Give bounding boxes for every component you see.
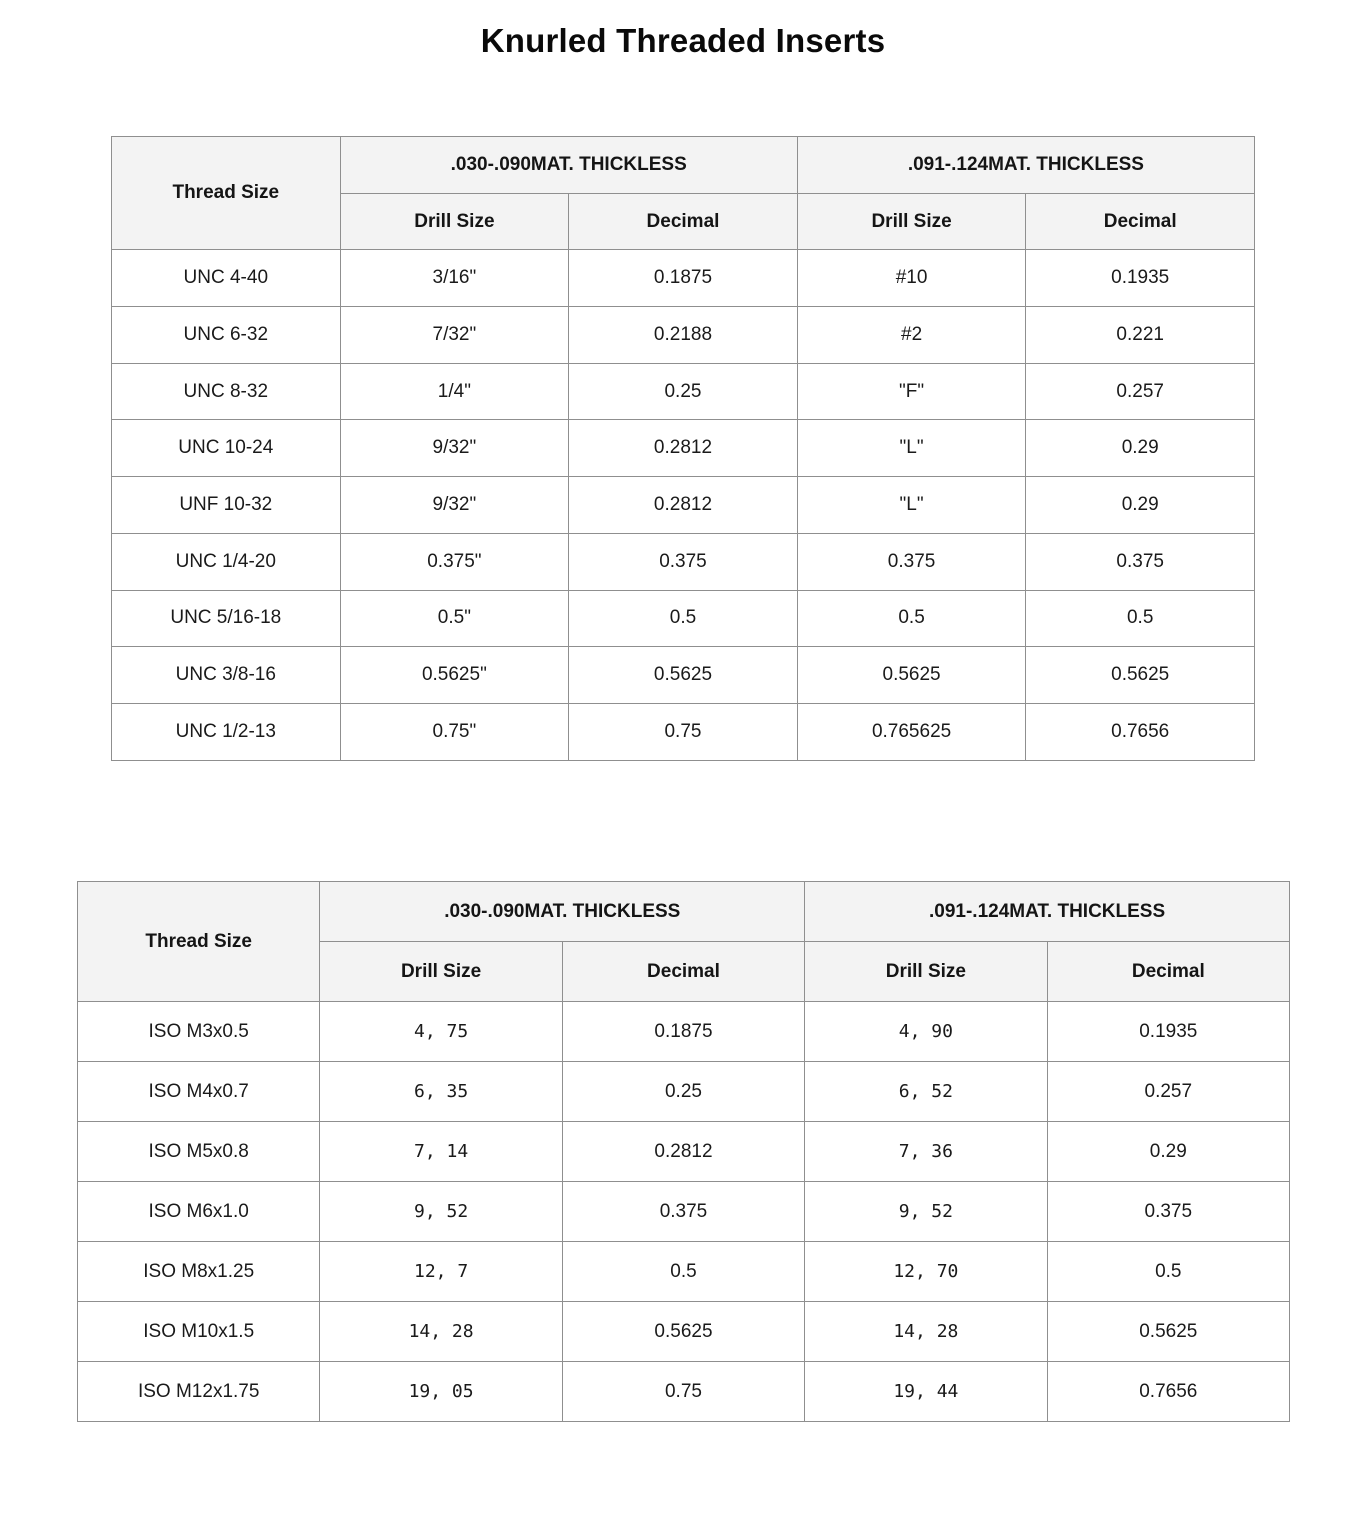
cell-thread-size: UNC 1/2-13 [112,703,341,760]
cell-decimal-091-124: 0.5 [1026,590,1255,647]
cell-decimal-091-124: 0.29 [1026,420,1255,477]
table-row [112,363,1255,420]
cell-drill-size-091-124: 0.375 [797,533,1026,590]
cell-decimal-030-090: 0.1875 [569,250,798,307]
cell-thread-size: ISO M12x1.75 [78,1362,320,1422]
cell-drill-size-030-090: 0.75" [340,703,569,760]
cell-drill-size-030-090: 9/32" [340,477,569,534]
cell-decimal-030-090: 0.2812 [569,477,798,534]
cell-decimal-091-124: 0.375 [1047,1182,1289,1242]
cell-decimal-091-124: 0.5 [1047,1242,1289,1302]
cell-decimal-091-124: 0.1935 [1047,1002,1289,1062]
header-group-030-090: .030-.090MAT. THICKLESS [320,882,805,942]
cell-thread-size: UNC 3/8-16 [112,647,341,704]
header-group-091-124: .091-.124MAT. THICKLESS [805,882,1290,942]
cell-drill-size-030-090: 12, 7 [320,1242,562,1302]
cell-drill-size-030-090: 3/16" [340,250,569,307]
cell-drill-size-030-090: 9/32" [340,420,569,477]
cell-decimal-030-090: 0.25 [569,363,798,420]
cell-drill-size-030-090: 4, 75 [320,1002,562,1062]
cell-decimal-091-124: 0.7656 [1026,703,1255,760]
header-drill-size-2: Drill Size [805,942,1047,1002]
cell-thread-size: UNC 8-32 [112,363,341,420]
cell-decimal-030-090: 0.1875 [562,1002,804,1062]
cell-decimal-030-090: 0.75 [569,703,798,760]
cell-decimal-091-124: 0.257 [1047,1062,1289,1122]
cell-decimal-030-090: 0.375 [569,533,798,590]
cell-drill-size-030-090: 0.5" [340,590,569,647]
cell-thread-size: UNF 10-32 [112,477,341,534]
cell-decimal-091-124: 0.375 [1026,533,1255,590]
cell-thread-size: UNC 1/4-20 [112,533,341,590]
table-row [112,477,1255,534]
cell-decimal-030-090: 0.2188 [569,307,798,364]
cell-thread-size: ISO M5x0.8 [78,1122,320,1182]
header-drill-size-1: Drill Size [340,193,569,250]
cell-decimal-030-090: 0.5625 [569,647,798,704]
table-body [112,250,1255,760]
table-row [78,1122,1290,1182]
cell-decimal-091-124: 0.5625 [1026,647,1255,704]
cell-decimal-030-090: 0.25 [562,1062,804,1122]
iso-drill-size-table [77,881,1290,1422]
cell-thread-size: UNC 4-40 [112,250,341,307]
cell-decimal-091-124: 0.29 [1047,1122,1289,1182]
table-row [112,590,1255,647]
cell-drill-size-091-124: "L" [797,477,1026,534]
cell-drill-size-091-124: #10 [797,250,1026,307]
cell-decimal-091-124: 0.5625 [1047,1302,1289,1362]
table-row [78,1182,1290,1242]
table-body [78,1002,1290,1422]
cell-drill-size-091-124: 19, 44 [805,1362,1047,1422]
cell-decimal-030-090: 0.5 [562,1242,804,1302]
cell-drill-size-091-124: 14, 28 [805,1302,1047,1362]
cell-decimal-030-090: 0.375 [562,1182,804,1242]
cell-drill-size-091-124: 12, 70 [805,1242,1047,1302]
table-row [112,647,1255,704]
cell-drill-size-030-090: 7/32" [340,307,569,364]
header-decimal-1: Decimal [569,193,798,250]
cell-drill-size-091-124: 6, 52 [805,1062,1047,1122]
cell-decimal-030-090: 0.2812 [569,420,798,477]
cell-drill-size-091-124: 4, 90 [805,1002,1047,1062]
table-row [78,1302,1290,1362]
cell-drill-size-091-124: "L" [797,420,1026,477]
cell-drill-size-030-090: 0.375" [340,533,569,590]
table-row [112,703,1255,760]
cell-thread-size: UNC 5/16-18 [112,590,341,647]
header-thread-size: Thread Size [112,137,341,250]
header-drill-size-2: Drill Size [797,193,1026,250]
cell-decimal-030-090: 0.75 [562,1362,804,1422]
cell-thread-size: ISO M10x1.5 [78,1302,320,1362]
cell-drill-size-030-090: 19, 05 [320,1362,562,1422]
table-row [78,1002,1290,1062]
header-drill-size-1: Drill Size [320,942,562,1002]
cell-drill-size-030-090: 7, 14 [320,1122,562,1182]
header-group-091-124: .091-.124MAT. THICKLESS [797,137,1254,194]
cell-decimal-030-090: 0.2812 [562,1122,804,1182]
cell-drill-size-030-090: 14, 28 [320,1302,562,1362]
header-group-030-090: .030-.090MAT. THICKLESS [340,137,797,194]
cell-thread-size: ISO M4x0.7 [78,1062,320,1122]
cell-decimal-030-090: 0.5 [569,590,798,647]
cell-thread-size: ISO M6x1.0 [78,1182,320,1242]
table-row [112,250,1255,307]
cell-drill-size-091-124: 0.5 [797,590,1026,647]
table-row [112,307,1255,364]
header-decimal-2: Decimal [1026,193,1255,250]
table-row [78,1362,1290,1422]
header-decimal-1: Decimal [562,942,804,1002]
cell-drill-size-030-090: 6, 35 [320,1062,562,1122]
cell-thread-size: UNC 6-32 [112,307,341,364]
cell-thread-size: ISO M8x1.25 [78,1242,320,1302]
cell-drill-size-030-090: 9, 52 [320,1182,562,1242]
cell-decimal-091-124: 0.221 [1026,307,1255,364]
cell-drill-size-091-124: 0.5625 [797,647,1026,704]
unc-drill-size-table [111,136,1255,761]
cell-drill-size-030-090: 1/4" [340,363,569,420]
page-title: Knurled Threaded Inserts [480,22,886,59]
cell-drill-size-091-124: 0.765625 [797,703,1026,760]
header-thread-size: Thread Size [78,882,320,1002]
cell-drill-size-091-124: 9, 52 [805,1182,1047,1242]
table-row [112,420,1255,477]
header-decimal-2: Decimal [1047,942,1289,1002]
cell-thread-size: UNC 10-24 [112,420,341,477]
cell-drill-size-091-124: #2 [797,307,1026,364]
cell-decimal-091-124: 0.29 [1026,477,1255,534]
cell-drill-size-030-090: 0.5625" [340,647,569,704]
cell-decimal-091-124: 0.1935 [1026,250,1255,307]
cell-thread-size: ISO M3x0.5 [78,1002,320,1062]
cell-drill-size-091-124: 7, 36 [805,1122,1047,1182]
table-row [112,533,1255,590]
cell-drill-size-091-124: "F" [797,363,1026,420]
cell-decimal-091-124: 0.257 [1026,363,1255,420]
cell-decimal-030-090: 0.5625 [562,1302,804,1362]
table-row [78,1242,1290,1302]
cell-decimal-091-124: 0.7656 [1047,1362,1289,1422]
table-row [78,1062,1290,1122]
